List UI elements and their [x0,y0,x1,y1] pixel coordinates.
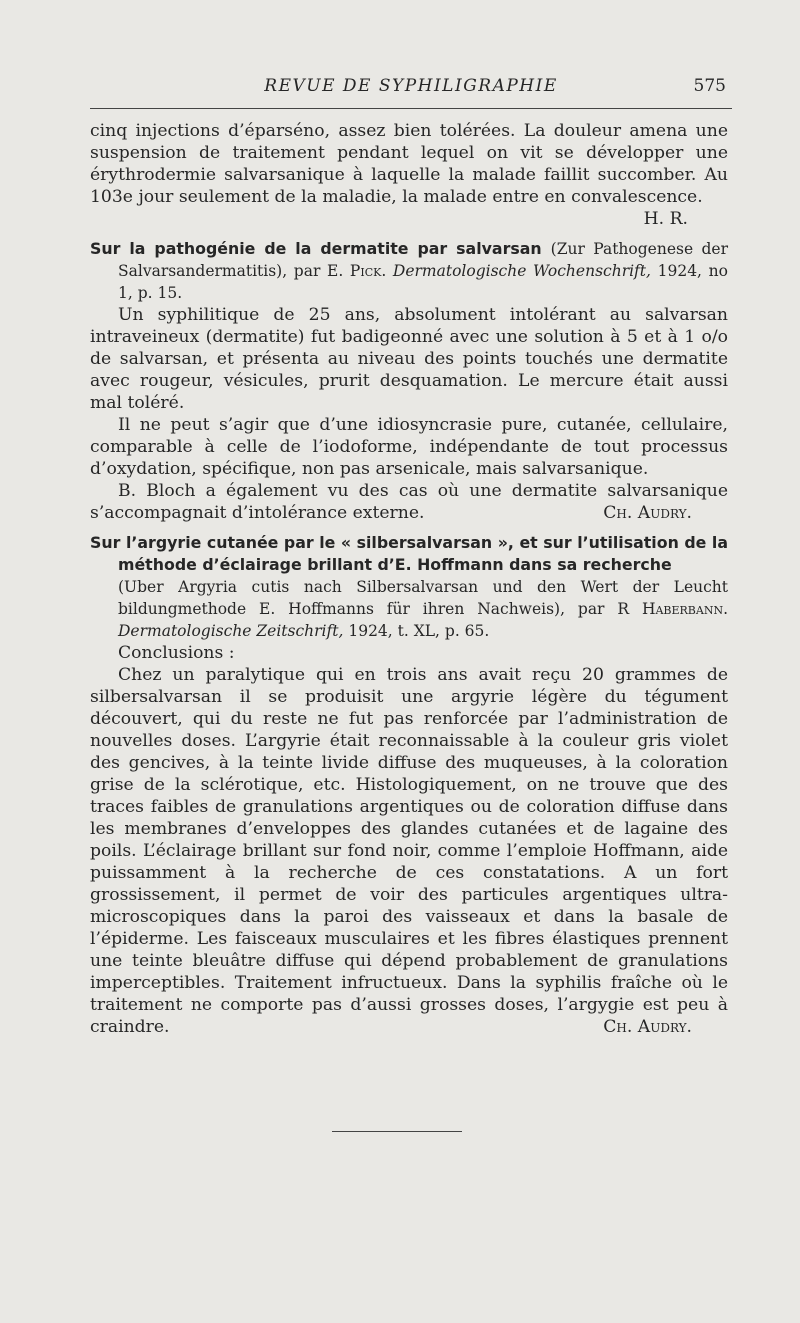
article-heading-pathogenie [90,238,728,304]
article-paragraph: Il ne peut s’agir que d’une idiosyncrasie pure, cutanée, cellulaire, comparable à celle de l’iodoforme, indépendante de tout processus d’oxydation, spécifique, non pas arsenicale, mais salvarsanique. [90,415,728,479]
page-number: 575 [693,76,726,96]
signature-hr: H. R. [643,209,688,229]
conclusions-label: Conclusions : [118,643,235,663]
author-name: Haberbann. [641,600,728,618]
article-paragraph: Un syphilitique de 25 ans, absolument intolérant au salvarsan intraveineux (dermatite) fut badigeonné avec une solution à 5 et à 1 o/o de salvarsan, et présenta au niveau des points touchés une dermatite avec rougeur, vésicules, prurit desquamation. Le mercure était aussi mal toléré. [90,305,728,413]
author-name: Pick. [349,262,387,280]
article-title: Sur l’argyrie cutanée par le « silbersalvarsan », et sur l’utilisation de la méthode d’éclairage brillant d’E. Hoffmann dans sa recherche [90,533,728,574]
article-heading-argyrie [90,532,728,576]
article-title: Sur la pathogénie de la dermatite par salvarsan [90,239,542,258]
signature-audry: Ch. Audry. [603,503,692,523]
journal-name: Dermatologische Zeitschrift, [118,622,344,640]
header-rule [90,108,732,109]
running-title: REVUE DE SYPHILIGRAPHIE [264,76,558,96]
article-paragraph: Chez un paralytique qui en trois ans avait reçu 20 grammes de silbersalvarsan il se produisit une argyrie légère du tégument découvert, qui du reste ne fut pas renforcée par l’administration de nouvelles doses. L’argyrie était reconnaissable à la couleur gris violet des gencives, à la teinte livide diffuse des muqueuses, à la coloration grise de la sclérotique, etc. Histologiquement, on ne trouve que des traces faibles de granulations argentiques ou de coloration diffuse dans les membranes d’enveloppes des glandes cutanées et de lagaine des poils. L’éclairage brillant sur fond noir, comme l’emploie Hoffmann, aide puissamment à la recherche de ces constatations. A un fort grossissement, il permet de voir des particules argentiques ultra-microscopiques dans la paroi des vaisseaux et dans la basale de l’épiderme. Les faisceaux musculaires et les fibres élastiques prennent une teinte bleuâtre diffuse qui dépend probablement de granulations imperceptibles. Traitement infructueux. Dans la syphilis fraîche où le traitement ne comporte pas d’aussi grosses doses, l’argygie est peu à craindre. Ch. Audry. [90,665,728,1037]
continued-paragraph [90,120,728,229]
end-rule [332,1131,462,1132]
continued-paragraph-text: cinq injections d’éparséno, assez bien tolérées. La douleur amena une suspension de traitement pendant lequel on vit se développer une érythrodermie salvarsanique à laquelle la malade faillit succomber. Au 103e jour seulement de la maladie, la malade entre en convalescence. [90,121,728,207]
article-citation: (Uber Argyria cutis nach Silbersalvarsan und den Wert der Leucht bildungmethode E. Hoffmanns für ihren Nachweis), par R Haberbann. Dermatologische Zeitschrift, 1924, t. XL, p. 65. [118,578,728,640]
page-header [90,76,732,98]
signature-audry: Ch. Audry. [603,1017,692,1037]
article-citation: (Zur Pathogenese der Salvarsandermatitis), par E. Pick. Dermatologische Wochenschrift, 1924, no 1, p. 15. [118,240,728,302]
article-paragraph: B. Bloch a également vu des cas où une dermatite salvarsanique s’accompagnait d’intolérance externe. Ch. Audry. [90,481,728,523]
page-body [90,120,728,1038]
journal-name: Dermatologische Wochenschrift, [392,262,651,280]
